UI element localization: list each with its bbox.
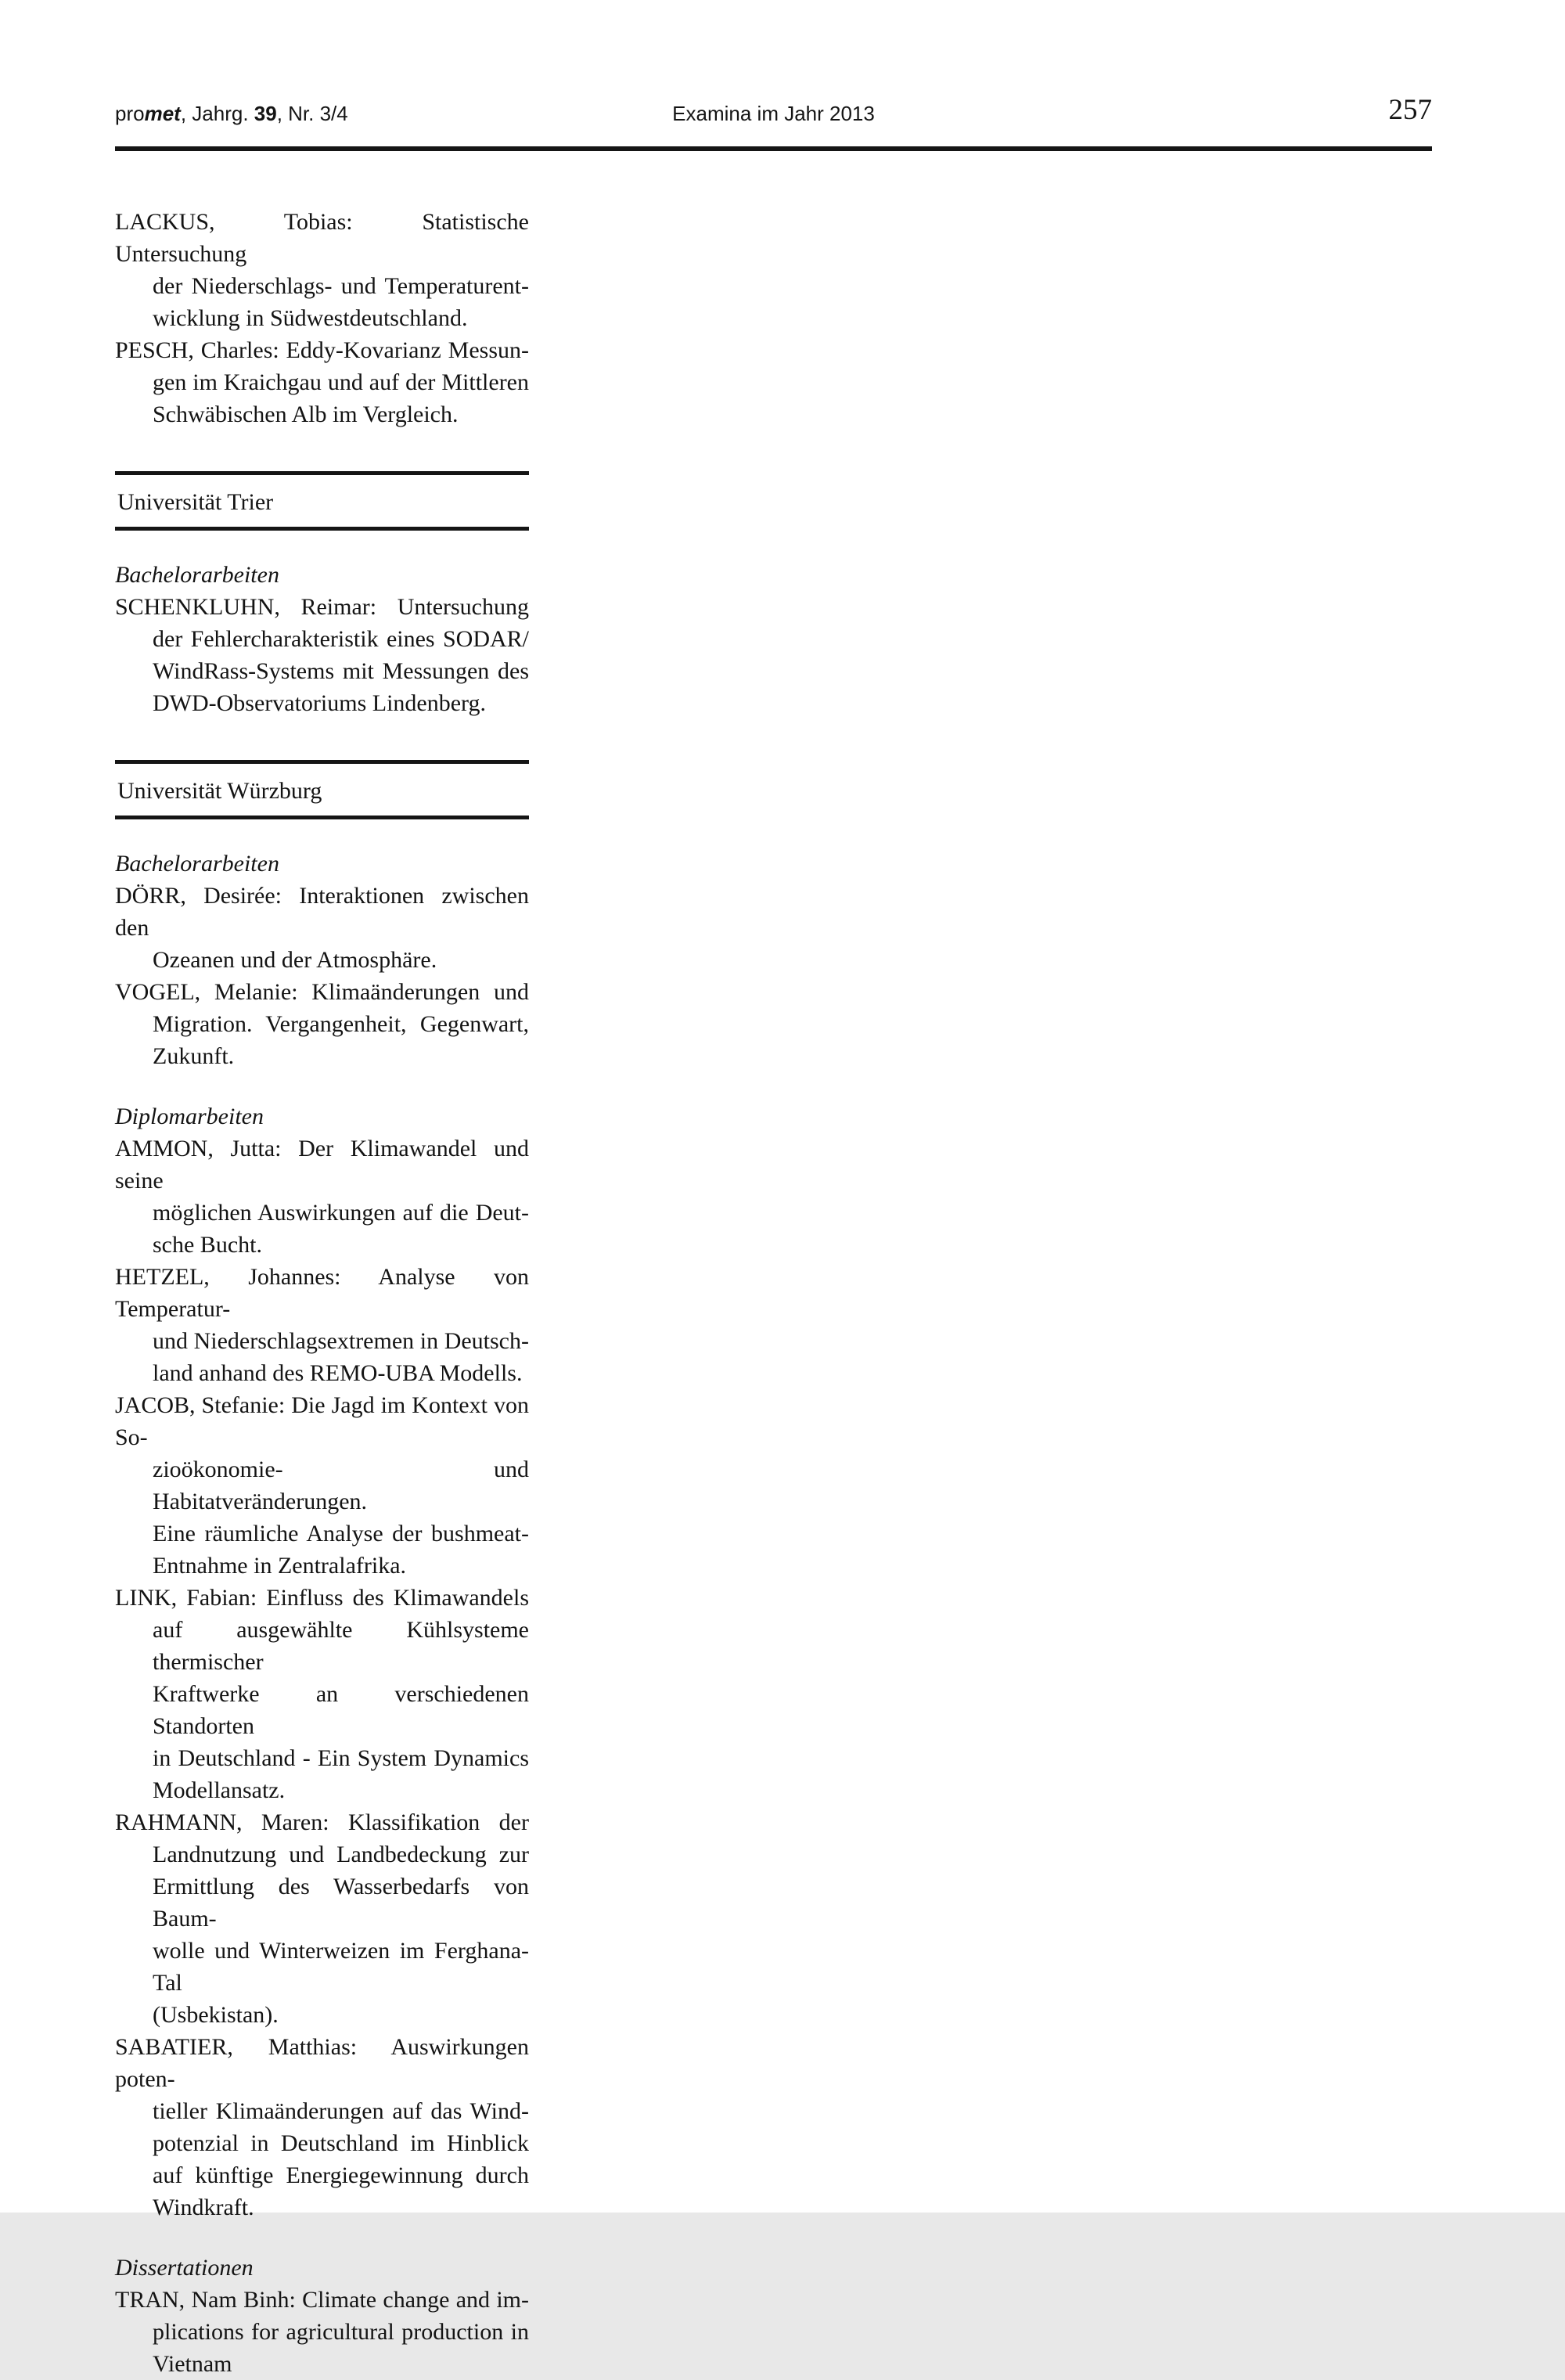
entry-line: gen im Kraichgau und auf der Mittleren bbox=[153, 369, 529, 395]
entry-line: JACOB, Stefanie: Die Jagd im Kontext von So- bbox=[115, 1392, 529, 1450]
entry-line: Landnutzung und Landbedeckung zur bbox=[153, 1842, 529, 1867]
entry-line: Modellansatz. bbox=[153, 1777, 286, 1803]
thesis-entry-group bbox=[115, 880, 529, 1072]
thesis-entry bbox=[115, 2284, 529, 2380]
entry-line: der Niederschlags- und Temperaturent- bbox=[153, 273, 529, 299]
entry-line: Schwäbischen Alb im Vergleich. bbox=[153, 401, 459, 427]
thesis-type-subhead: Dissertationen bbox=[115, 2255, 254, 2281]
entry-line: auf künftige Energiegewinnung durch bbox=[153, 2162, 529, 2188]
entry-line: wicklung in Südwestdeutschland. bbox=[153, 305, 468, 331]
entry-line: LINK, Fabian: Einfluss des Klimawandels bbox=[115, 1585, 529, 1611]
entry-line: möglichen Auswirkungen auf die Deut- bbox=[153, 1200, 529, 1226]
entry-line: Ermittlung des Wasserbedarfs von Baum- bbox=[153, 1874, 529, 1932]
thesis-entry bbox=[115, 334, 529, 430]
entry-line: land anhand des REMO-UBA Modells. bbox=[153, 1360, 523, 1386]
thesis-entry bbox=[115, 1806, 529, 2031]
thesis-entry bbox=[115, 976, 529, 1072]
thesis-entry-group bbox=[115, 206, 529, 430]
entry-line: RAHMANN, Maren: Klassifikation der bbox=[115, 1809, 529, 1835]
thesis-entry bbox=[115, 591, 529, 719]
university-section-header bbox=[115, 760, 529, 819]
thesis-entry bbox=[115, 206, 529, 334]
entry-line: Vietnam bbox=[153, 2351, 232, 2377]
entry-line: AMMON, Jutta: Der Klimawandel und seine bbox=[115, 1136, 529, 1194]
entry-line: Eine räumliche Analyse der bushmeat- bbox=[153, 1521, 529, 1546]
entry-line: Kraftwerke an verschiedenen Standorten bbox=[153, 1681, 529, 1739]
thesis-entry bbox=[115, 1582, 529, 1806]
entry-line: auf ausgewählte Kühlsysteme thermischer bbox=[153, 1617, 529, 1675]
entry-line: tieller Klimaänderungen auf das Wind- bbox=[153, 2098, 529, 2124]
entry-line: sche Bucht. bbox=[153, 1232, 262, 1258]
thesis-list-column bbox=[115, 206, 529, 2380]
university-section-header bbox=[115, 471, 529, 531]
thesis-entry bbox=[115, 880, 529, 976]
thesis-type-subhead: Diplomarbeiten bbox=[115, 1104, 264, 1129]
entry-line: DÖRR, Desirée: Interaktionen zwischen den bbox=[115, 883, 529, 941]
entry-line: der Fehlercharakteristik eines SODAR/ bbox=[153, 626, 529, 652]
university-name: Universität Würzburg bbox=[117, 778, 322, 804]
thesis-entry-group bbox=[115, 1132, 529, 2223]
running-title: Examina im Jahr 2013 bbox=[672, 102, 875, 125]
entry-line: WindRass-Systems mit Messungen des bbox=[153, 658, 529, 684]
thesis-entry-group bbox=[115, 2284, 529, 2380]
entry-line: Entnahme in Zentralafrika. bbox=[153, 1553, 407, 1579]
university-name: Universität Trier bbox=[117, 489, 274, 515]
thesis-entry bbox=[115, 1132, 529, 1261]
thesis-entry bbox=[115, 1389, 529, 1582]
entry-line: VOGEL, Melanie: Klimaänderungen und bbox=[115, 979, 529, 1005]
page-number: 257 bbox=[1388, 94, 1432, 126]
thesis-entry bbox=[115, 2031, 529, 2223]
entry-line: SABATIER, Matthias: Auswirkungen poten- bbox=[115, 2034, 529, 2092]
thesis-entry bbox=[115, 1261, 529, 1389]
thesis-type-subhead: Bachelorarbeiten bbox=[115, 851, 279, 877]
section-rule-bottom bbox=[115, 816, 529, 819]
journal-ref-segment: met bbox=[144, 102, 181, 125]
journal-ref-segment: 39 bbox=[254, 102, 277, 125]
entry-line: (Usbekistan). bbox=[153, 2002, 279, 2028]
entry-line: TRAN, Nam Binh: Climate change and im- bbox=[115, 2287, 529, 2313]
section-rule-bottom bbox=[115, 527, 529, 531]
entry-line: PESCH, Charles: Eddy-Kovarianz Messun- bbox=[115, 337, 529, 363]
journal-ref-segment: , Jahrg. bbox=[180, 102, 254, 125]
journal-ref-segment: pro bbox=[115, 102, 145, 125]
thesis-type-subhead: Bachelorarbeiten bbox=[115, 562, 279, 588]
entry-line: Migration. Vergangenheit, Gegenwart, bbox=[153, 1011, 529, 1037]
entry-line: Ozeanen und der Atmosphäre. bbox=[153, 947, 437, 973]
entry-line: plications for agricultural production in bbox=[153, 2319, 529, 2345]
entry-line: DWD-Observatoriums Lindenberg. bbox=[153, 690, 487, 716]
entry-line: und Niederschlagsextremen in Deutsch- bbox=[153, 1328, 529, 1354]
entry-line: SCHENKLUHN, Reimar: Untersuchung bbox=[115, 594, 529, 620]
entry-line: in Deutschland - Ein System Dynamics bbox=[153, 1745, 529, 1771]
thesis-entry-group bbox=[115, 591, 529, 719]
header-rule bbox=[115, 146, 1432, 151]
entry-line: Zukunft. bbox=[153, 1043, 235, 1069]
journal-ref-segment: , Nr. 3/4 bbox=[276, 102, 348, 125]
entry-line: Windkraft. bbox=[153, 2195, 254, 2220]
entry-line: wolle und Winterweizen im Ferghana-Tal bbox=[153, 1938, 529, 1996]
entry-line: potenzial in Deutschland im Hinblick bbox=[153, 2130, 529, 2156]
entry-line: zioökonomie- und Habitatveränderungen. bbox=[153, 1456, 529, 1514]
entry-line: LACKUS, Tobias: Statistische Untersuchung bbox=[115, 209, 529, 267]
entry-line: HETZEL, Johannes: Analyse von Temperatur- bbox=[115, 1264, 529, 1322]
